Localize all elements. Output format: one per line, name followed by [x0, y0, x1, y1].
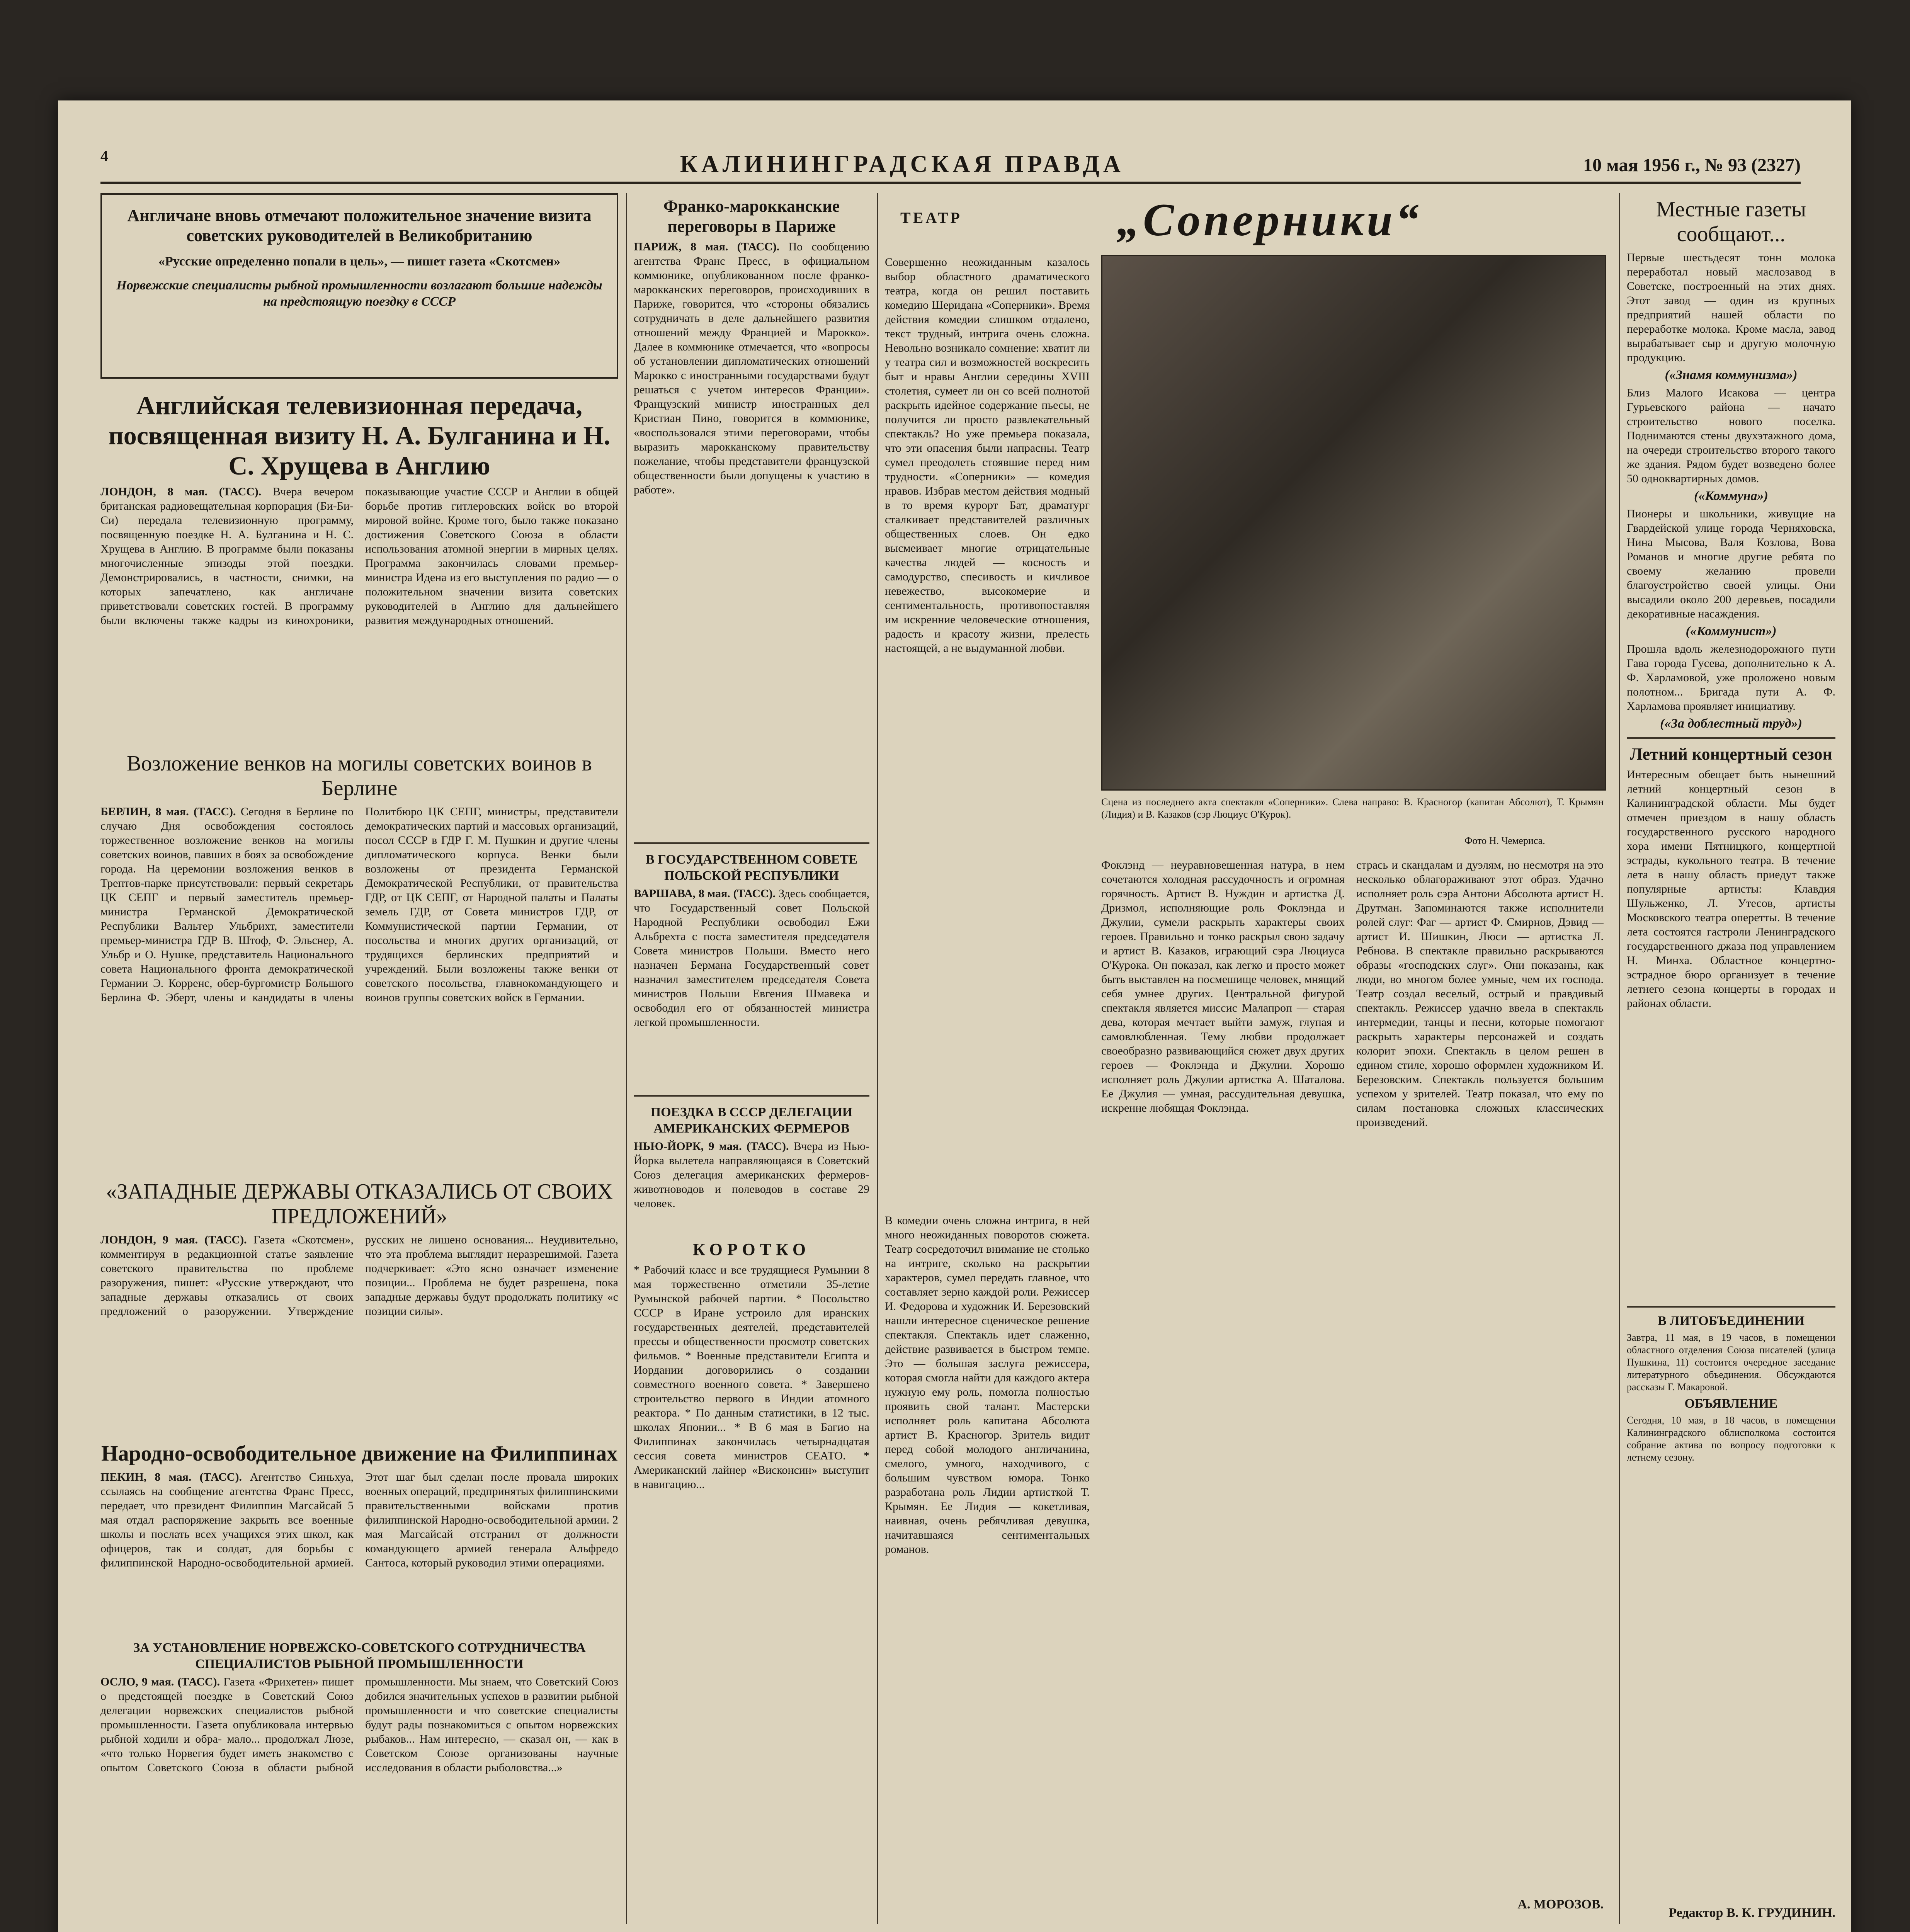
phil-headline: Народно-освободительное движение на Филиппинах	[101, 1442, 618, 1466]
local-text-3: Пионеры и школьники, живущие на Гвардейской улице города Черняховска, Нина Мысова, Валя Козлова, Вова Романов и многие другие ребята по своему желанию провели благоустройство своей улицы. Они высадили около 200 деревьев, посадили декоративные насаждения.	[1627, 507, 1835, 620]
section-rule	[1627, 737, 1835, 739]
poland-text: Здесь сообщается, что Государственный совет Польской Народной Республики освободил Ежи Альбрехта с поста заместителя председателя Совета министров Польши. Вместо него назначен Бермана Государственный совет назначил заместителем председателя Совета министров Польши Евгения Шмавека и освободил его от обязанностей министра легкой промышленности.	[634, 887, 869, 1029]
brief-headline: КОРОТКО	[692, 1240, 811, 1259]
phil-text: Агентство Синьхуа, ссылаясь на сообщение агентства Франс Пресс, передает, что президент Филиппин Магсайсай 5 мая отдал распоряжение закрыть все военные школы и послать всех учащихся этих школ, как офицеров, так и солдат, для борьбы с филиппинской Народно-освободительной армией. Этот шаг был сделан после провала широких военных операций, предпринятых филиппинскими правительственными войсками против филиппинской Народно-освободительной армии. 2 мая Магсайсай отстранил от должности командующего армией генерала Альфредо Сантоса, который руководил этими операциями.	[100, 1471, 618, 1569]
section-rule	[634, 842, 869, 844]
column-rule	[877, 193, 878, 1924]
west-text: Газета «Скотсмен», комментируя в редакционной статье заявление советского правительства по проблеме разоружения, пишет: «Русские утверждают, что западные державы отказались от своих предложений о разоружении. Утверждение русских не лишено основания... Неудивительно, что эта проблема выглядит неразрешимой. Газета подчеркивает: «Это ясно означает изменение позиции... Проблема не будет разрешена, пока западные державы будут продолжать политику «с позиции силы».	[100, 1233, 618, 1318]
litob-text: Завтра, 11 мая, в 19 часов, в помещении областного отделения Союза писателей (улица Пушкина, 11) состоится очередное заседание литературного объединения. Обсуждаются рассказы Г. Макаровой.	[1627, 1332, 1835, 1393]
second-column	[634, 193, 869, 1924]
poland-headline: В ГОСУДАРСТВЕННОМ СОВЕТЕ ПОЛЬСКОЙ РЕСПУБЛИКИ	[646, 852, 857, 883]
newspaper-page	[58, 100, 1851, 1932]
newspaper-name: КАЛИНИНГРАДСКАЯ ПРАВДА	[680, 151, 1124, 177]
announce-text: Сегодня, 10 мая, в 18 часов, в помещении Калининградского облисполкома состоится собрание актива по вопросу подготовки к летнему сезону.	[1627, 1415, 1835, 1463]
phil-article	[100, 1470, 618, 1632]
wreath-article	[100, 804, 618, 1168]
scene-photo	[1101, 255, 1606, 791]
review-title: „Соперники“	[1117, 194, 1422, 245]
wreath-dateline: БЕРЛИН, 8 мая. (ТАСС).	[100, 805, 236, 818]
local-text-2: Близ Малого Исакова — центра Гурьевского района — начато строительство нового поселка. Поднимаются стены двухэтажного дома, на очереди строительство второго такого же здания. Рядом будет возведено более 50 одноквартирных домов.	[1627, 386, 1835, 485]
announce-headline: ОБЪЯВЛЕНИЕ	[1684, 1396, 1778, 1411]
west-article	[100, 1233, 618, 1434]
tv-dateline: ЛОНДОН, 8 мая. (ТАСС).	[100, 485, 262, 498]
section-rule	[634, 1095, 869, 1097]
review-text-b: В комедии очень сложна интрига, в ней много неожиданных поворотов сюжета. Театр сосредоточил внимание не столько на интриге, сколько на раскрытии характеров, сумел передать главное, что составляет зерно каждой роли. Режиссер И. Федорова и художник И. Березовский нашли интересное сценическое решение спектакля. Спектакль идет слаженно, действие развивается в быстром темпе. Это — большая заслуга режиссера, которая смогла найти для каждого актера нужную ему роль, помогла полностью проявить свой талант. Мастерски исполняет роль капитана Абсолюта артист В. Красногор. Зритель видит перед собой молодого англичанина, смелого, умного, находчивого, с большим чувством юмора. Тонко разработана роль Лидии артисткой Т. Крымян. Ее Лидия — кокетливая, наивная, очень ребячливая девушка, начитавшаяся сентиментальных романов.	[885, 1214, 1090, 1556]
editor-signature: Редактор В. К. ГРУДИНИН.	[1668, 1906, 1835, 1920]
local-source-1: («Знамя коммунизма»)	[1665, 368, 1798, 382]
franco-dateline: ПАРИЖ, 8 мая. (ТАСС).	[634, 240, 780, 253]
review-text-c: Фоклэнд — неуравновешенная натура, в нем сочетаются холодная рассудочность и огромная горячность. Артист В. Нуждин и артистка Д. Дризмол, исполняющие роль Фоклэнда и Джулии, сумели раскрыть характеры своих героев. Правильно и тонко раскрыл свою задачу и артист В. Казаков, играющий сэра Люциуса О'Курока. Он показал, как легко и просто может быть выставлен на посмешище человек, мнящий себя умнее других. Центральной фигурой спектакля является миссис Малапроп — старая дева, которая мечтает выйти замуж, глупая и самовлюбленная. Тему любви продолжает своеобразно развивающийся сюжет двух других героев — Фоклэнда и Джулии. Хорошо исполняет роль Джулии артистка А. Шаталова. Ее Джулия — умная, рассудительная девушка, искренне любящая Фоклэнда.	[1101, 859, 1345, 1114]
phil-dateline: ПЕКИН, 8 мая. (ТАСС).	[100, 1471, 242, 1483]
franco-text: По сообщению агентства Франс Пресс, в официальном коммюнике, опубликованном после франко-марокканских переговоров, происходивших в Париже, говорится, что «стороны обязались сотрудничать в деле дальнейшего развития отношений между Францией и Марокко». Далее в коммюнике отмечается, что «вопросы об установлении дипломатических отношений Марокко с иностранными государствами будут решаться с учетом интересов Франции». Французский министр иностранных дел Кристиан Пино, говорится в коммюнике, «воспользовался этими переговорами, чтобы выразить марокканскому правительству пожелание, чтобы представители французской общественности были допущены к участию в работе».	[634, 240, 869, 496]
theatre-rubric: ТЕАТР	[900, 209, 962, 226]
column-rule	[626, 193, 627, 1924]
norway-note: Норвежские специалисты рыбной промышленности возлагают большие надежды на предстоящую поездку в СССР	[116, 278, 602, 309]
concert-headline: Летний концертный сезон	[1630, 745, 1832, 764]
usa-article	[634, 1139, 869, 1232]
review-text-a: Совершенно неожиданным казалось выбор областного драматического театра, когда он решил поставить комедию Шеридана «Соперники». Время действия комедии слишком отдалено, текст трудный, интрига очень сложна. Невольно возникало сомнение: хватит ли у театра сил и возможностей воскресить быт и нравы Англии середины XVIII столетия, сумеет ли он со всей полнотой раскрыть идейное содержание пьесы, не получится ли просто развлекательный спектакль? Но уже премьера показала, что эти опасения были напрасны. Театр сумел преодолеть стоявшие перед ним трудности. «Соперники» — комедия нравов. Избрав местом действия модный в то время курорт Бат, драматург сталкивает представителей различных общественных слоев. Он едко высмеивает многие отрицательные качества людей — косность и самодурство, спесивость и кичливое невежество, высокомерие и сентиментальность, противопоставляя им искренние человеческие отношения, радость и красоту жизни, прелесть настоящей, а не выдуманной любви.	[885, 256, 1090, 655]
photo-caption: Сцена из последнего акта спектакля «Соперники». Слева направо: В. Красногор (капитан Абсолют), Т. Крымян (Лидия) и В. Казаков (сэр Люциус О'Курок).	[1101, 796, 1604, 820]
franco-article	[634, 240, 869, 835]
left-column	[100, 193, 618, 1924]
norway-text: Газета «Фрихетен» пишет о предстоящей поездке в Советский Союз делегации норвежских специалистов рыбной промышленности. Газета опубликовала интервью рыбной ходили и обра- мало... продолжал Люзе, «что только Норвегия будет иметь знакомство с опытом Советского Союза в области рыбной промышленности. Мы знаем, что Советский Союз добился значительных успехов в развитии рыбной промышленности и что советские специалисты будут рады познакомиться с опытом норвежских рыбаков... Нам интересно, — сказал он, — как в Советском Союзе организованы научные исследования в области рыболовства...»	[100, 1675, 618, 1774]
wreath-headline: Возложение венков на могилы советских воинов в Берлине	[126, 752, 592, 800]
section-rule	[1627, 1306, 1835, 1308]
masthead	[100, 147, 1801, 184]
review-text-d: стрась и скандалам и дуэлям, но несмотря на это несколько облагораживают этот образ. Удачно исполняет роль сэра Антони Абсолюта артист Н. Друтман. Запоминаются также исполнители ролей слуг: Фаг — артист Ф. Смирнов, Дэвид — артист И. Шишкин, Люси — артистка Л. Ребнова. В спектакле правильно раскрываются образы «господских слуг». Они показаны, как люди, во многом более умные, чем их господа. Театр создал веселый, острый и правдивый спектакль. Режиссер удачно ввела в спектакль интермедии, танцы и песни, которые помогают раскрыть характеры персонажей и создать колорит эпохи. Спектакль в целом решен в едином стиле, хорошо оформлен художником И. Березовским. Спектакль пользуется большим успехом у зрителей. Театр показал, что ему по силам постановка сложных классических произведений.	[1356, 859, 1604, 1129]
tv-headline: Английская телевизионная передача, посвященная визиту Н. А. Булганина и Н. С. Хрущева в Англию	[108, 391, 611, 480]
issue-date: 10 мая 1956 г., № 93 (2327)	[1583, 155, 1801, 175]
usa-text: Вчера из Нью-Йорка вылетела направляющаяся в Советский Союз делегация американских фермеров-животноводов и полеводов в составе 29 человек.	[634, 1140, 869, 1210]
usa-headline: ПОЕЗДКА В СССР ДЕЛЕГАЦИИ АМЕРИКАНСКИХ ФЕРМЕРОВ	[650, 1105, 853, 1136]
brief-text: * Рабочий класс и все трудящиеся Румынии 8 мая торжественно отметили 35-летие Румынской рабочей партии. * Посольство СССР в Иране устроило для иранских государственных деятелей, представителей прессы и общественности просмотр советских фильмов. * Военные представители Египта и Иордании договорились о создании совместного военного совета. * Завершено строительство первого в Индии атомного реактора. * По данным статистики, в 12 тыс. школах Японии... * В 6 мая в Багио на Филиппинах закончилась четырнадцатая сессия совета министров СЕАТО. * Американский лайнер «Висконсин» выступит в навигацию...	[634, 1264, 869, 1491]
local-news-title: Местные газеты сообщают...	[1656, 197, 1806, 246]
litob-headline: В ЛИТОБЪЕДИНЕНИИ	[1658, 1314, 1805, 1328]
local-source-2: («Коммуна»)	[1694, 489, 1768, 503]
theatre-review	[885, 193, 1611, 1924]
norway-dateline: ОСЛО, 9 мая. (ТАСС).	[100, 1675, 220, 1688]
poland-article	[634, 886, 869, 1087]
concert-text: Интересным обещает быть нынешний летний концертный сезон в Калининградской области. Мы будет отмечен приездом в нашу область государственного русского народного хора имени Пятницкого, концертной эстрады, кукольного театра. В течение лета в нашу область приедут также популярные артисты: Клавдия Шульженко, Л. Утесов, артисты Московского театра оперетты. В течение лета состоятся гастроли Ленинградского государственного джаза под управлением Н. Минха. Областное концертно-эстрадное бюро организует в течение летнего сезона концерты в городах и районах области.	[1627, 768, 1835, 1010]
page-number: 4	[100, 147, 108, 165]
review-author: А. МОРОЗОВ.	[1517, 1897, 1604, 1912]
franco-headline: Франко-марокканские переговоры в Париже	[663, 197, 840, 236]
photo-credit: Фото Н. Чемериса.	[1464, 835, 1545, 846]
west-dateline: ЛОНДОН, 9 мая. (ТАСС).	[100, 1233, 247, 1246]
uk-visit-subtitle: «Русские определенно попали в цель», — пишет газета «Скотсмен»	[158, 254, 560, 269]
local-text-4: Прошла вдоль железнодорожного пути Гава города Гусева, дополнительно к А. Ф. Харламовой, уже проложено новым полотном... Бригада пути А. Ф. Харламова проявляет инициативу.	[1627, 643, 1835, 713]
local-source-4: («За доблестный труд»)	[1660, 716, 1802, 731]
poland-dateline: ВАРШАВА, 8 мая. (ТАСС).	[634, 887, 776, 900]
right-column	[1627, 193, 1835, 1924]
usa-dateline: НЬЮ-ЙОРК, 9 мая. (ТАСС).	[634, 1140, 789, 1153]
wreath-text: Сегодня в Берлине по случаю Дня освобождения состоялось торжественное возложение венков на могилы советских воинов, павших в боях за освобождение города. На церемонии возложения венков в Трептов-парке присутствовали: первый секретарь ЦК СЕПГ и первый заместитель премьер-министра Германской Демократической Республики Вальтер Ульбрихт, заместители премьер-министра ГДР В. Штоф, Ф. Эльснер, А. Ульбр и О. Нушке, представитель Национального совета Национального фронта демократической Германии Э. Корренс, обер-бургомистр Большого Берлина Ф. Эберт, члены и кандидаты в члены Политбюро ЦК СЕПГ, министры, представители демократических партий и массовых организаций, посол СССР в ГДР Г. М. Пушкин и другие члены дипломатического корпуса. Венки были возложены от президента Германской Демократической Республики, от правительства ГДР, от ЦК СЕПГ, от Народной палаты и Палаты земель ГДР, от Совета министров ГДР, от Коммунистической партии Германии, от посольства и многих других организаций, от трудящихся берлинских предприятий и учреждений. Были возложены также венки от советского посольства, главнокомандующего и воинов группы советских войск в Германии.	[100, 805, 618, 1004]
local-text-1: Первые шестьдесят тонн молока переработал новый маслозавод в Советске, построенный на этих днях. Этот завод — один из крупных предприятий нашей области по переработке молока. Кроме масла, завод вырабатывает сыр и другую молочную продукцию.	[1627, 251, 1835, 364]
column-rule	[1619, 193, 1620, 1924]
uk-visit-title: Англичане вновь отмечают положительное значение визита советских руководителей в Великобританию	[127, 206, 592, 245]
norway-headline: ЗА УСТАНОВЛЕНИЕ НОРВЕЖСКО-СОВЕТСКОГО СОТРУДНИЧЕСТВА СПЕЦИАЛИСТОВ РЫБНОЙ ПРОМЫШЛЕННОСТИ	[133, 1641, 586, 1671]
tv-text: Вчера вечером британская радиовещательная корпорация (Би-Би-Си) передала телевизионную программу, посвященную поездке Н. А. Булганина и Н. С. Хрущева в Англию. В программе были показаны многочисленные эпизоды этой поездки. Демонстрировались, в частности, снимки, на которых запечатлено, как англичане приветствовали советских гостей. В программу были включены также кадры из кинохроники, показывающие участие СССР и Англии в общей борьбе против гитлеровских войск во второй мировой войне. Кроме того, было также показано достижения Советского Союза в области использования атомной энергии в мирных целях. Программа закончилась словами премьер-министра Идена из его выступления по радио — о положительном значении визита советских руководителей в Англию для дальнейшего развития международных отношений.	[100, 485, 618, 627]
west-headline: «ЗАПАДНЫЕ ДЕРЖАВЫ ОТКАЗАЛИСЬ ОТ СВОИХ ПРЕДЛОЖЕНИЙ»	[106, 1180, 613, 1228]
norway-article	[100, 1675, 618, 1891]
local-source-3: («Коммунист»)	[1685, 624, 1777, 638]
uk-visit-box	[100, 193, 618, 379]
tv-article	[100, 485, 618, 740]
